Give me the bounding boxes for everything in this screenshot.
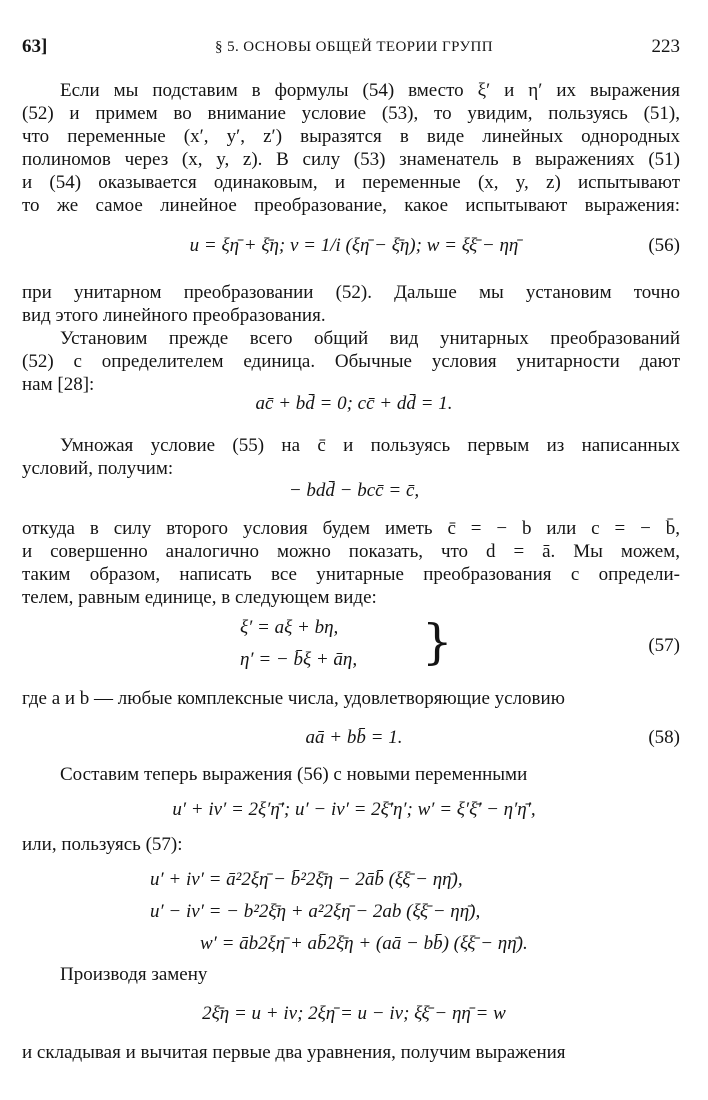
- text-line: вид этого линейного преобразования.: [22, 305, 326, 326]
- text-line: Составим теперь выражения (56) с новыми переменными: [60, 764, 528, 785]
- equation-57-line-2: η′ = − b̄ξ + āη,: [240, 649, 358, 670]
- equation-57-line-1: ξ′ = aξ + bη,: [240, 617, 339, 638]
- text-line: что переменные (x′, y′, z′) выразятся в виде линейных однородных: [22, 126, 680, 147]
- chapter-marker: 63]: [22, 36, 48, 57]
- text-line: (52) и примем во внимание условие (53), то увидим, пользуясь (51),: [22, 103, 680, 124]
- text-line: то же самое линейное преобразование, какое испытывают выражения:: [22, 195, 680, 216]
- system-equation-1: u′ + iv′ = ā²2ξη̄ − b̄²2ξ̄η − 2āb̄ (ξξ̄ − ηη̄),: [150, 869, 463, 890]
- text-line: Установим прежде всего общий вид унитарных преобразований: [60, 328, 680, 349]
- equation-number: (56): [648, 235, 680, 256]
- derived-equation: − bdd̄ − bcc̄ = c̄,: [288, 480, 420, 501]
- equation-58: aā + bb̄ = 1.: [305, 727, 403, 748]
- system-equation-3: w′ = āb2ξη̄ + ab̄2ξ̄η + (aā − bb̄) (ξξ̄ − ηη̄).: [200, 933, 528, 954]
- equation-number: (58): [648, 727, 680, 748]
- text-line: и складывая и вычитая первые два уравнения, получим выражения: [22, 1042, 566, 1063]
- text-line: Умножая условие (55) на c̄ и пользуясь первым из написанных: [60, 435, 680, 456]
- text-line: Производя замену: [60, 964, 208, 985]
- text-line: таким образом, написать все унитарные преобразования с определи-: [22, 564, 680, 585]
- page-number: 223: [651, 36, 680, 57]
- text-line: нам [28]:: [22, 374, 95, 395]
- text-line: и (54) оказывается одинаковым, и переменные (x, y, z) испытывают: [22, 172, 680, 193]
- right-brace: }: [422, 614, 453, 670]
- equation-number: (57): [648, 635, 680, 656]
- text-line: где a и b — любые комплексные числа, удовлетворяющие условию: [22, 688, 565, 709]
- text-line: полиномов через (x, y, z). В силу (53) знаменатель в выражениях (51): [22, 149, 680, 170]
- text-line: условий, получим:: [22, 458, 174, 479]
- text-line: телем, равным единице, в следующем виде:: [22, 587, 377, 608]
- new-variables-equation: u′ + iv′ = 2ξ′η̄′; u′ − iv′ = 2ξ̄′η′; w′ = ξ′ξ̄′ − η′η̄′,: [172, 799, 536, 820]
- text-line: откуда в силу второго условия будем иметь c̄ = − b или c = − b̄,: [22, 518, 680, 539]
- system-equation-2: u′ − iv′ = − b²2ξ̄η + a²2ξη̄ − 2ab (ξξ̄ − ηη̄),: [150, 901, 481, 922]
- text-line: и совершенно аналогично можно показать, что d = ā. Мы можем,: [22, 541, 680, 562]
- text-line: Если мы подставим в формулы (54) вместо ξ′ и η′ их выражения: [60, 80, 680, 101]
- text-line: (52) с определителем единица. Обычные условия унитарности дают: [22, 351, 680, 372]
- text-line: или, пользуясь (57):: [22, 834, 183, 855]
- equation-56: u = ξη̄ + ξ̄η; v = 1/i (ξη̄ − ξ̄η); w = ξξ̄ − ηη̄: [189, 235, 519, 256]
- running-head: § 5. ОСНОВЫ ОБЩЕЙ ТЕОРИИ ГРУПП: [215, 39, 493, 55]
- substitution-equation: 2ξ̄η = u + iv; 2ξη̄ = u − iv; ξξ̄ − ηη̄ = w: [202, 1003, 506, 1024]
- text-line: при унитарном преобразовании (52). Дальше мы установим точно: [22, 282, 680, 303]
- unitarity-equation: ac̄ + bd̄ = 0; cc̄ + dd̄ = 1.: [255, 393, 453, 414]
